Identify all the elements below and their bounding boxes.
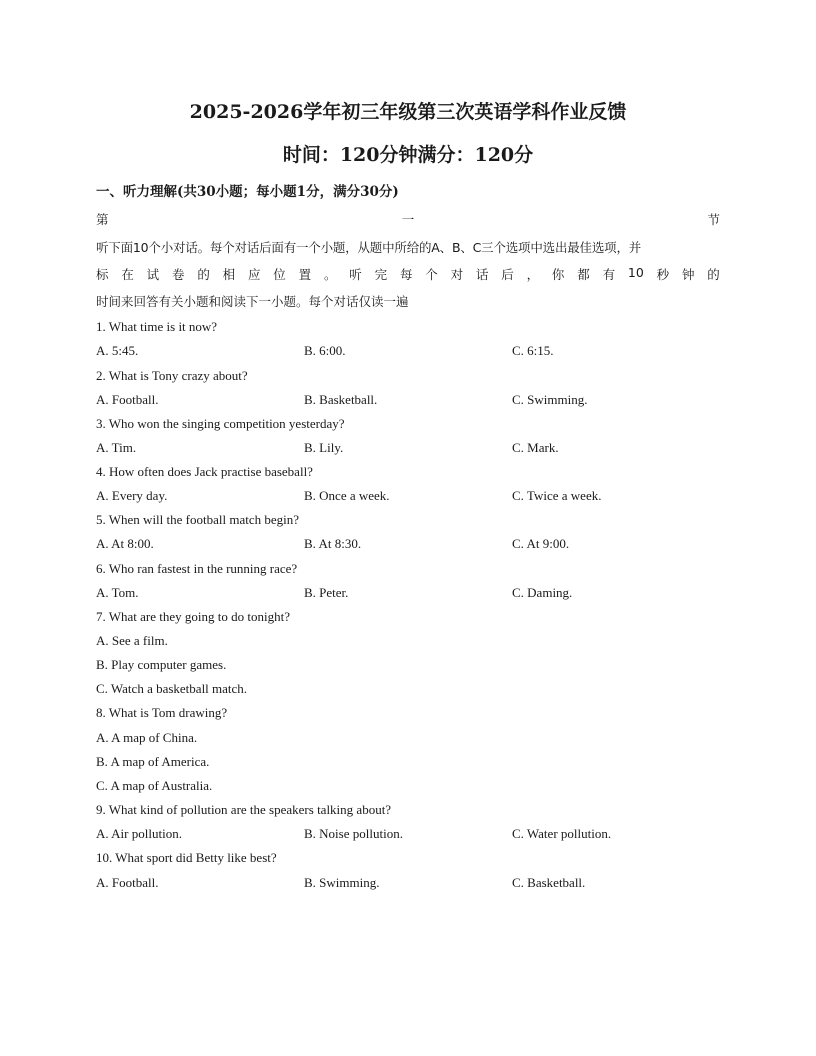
- option-a: A. Air pollution.: [96, 826, 182, 841]
- instruction-word: 钟: [681, 267, 695, 282]
- exam-time-score: 时间：120分钟满分：120分: [282, 144, 534, 166]
- option-b: B. 6:00.: [304, 343, 346, 358]
- instruction-word: 每: [399, 267, 413, 282]
- page-title: 2025-2026学年初三年级第三次英语学科作业反馈: [189, 101, 627, 123]
- option-c: C. Watch a basketball match.: [96, 681, 248, 696]
- question-7: 7. What are they going to do tonight?: [96, 609, 290, 624]
- instruction-word: 后: [501, 267, 514, 282]
- option-a: A. See a film.: [96, 633, 168, 648]
- option-b: B. Play computer games.: [96, 657, 227, 672]
- instruction-word: 都: [577, 267, 590, 282]
- question-2: 2. What is Tony crazy about?: [96, 368, 248, 383]
- option-b: B. At 8:30.: [304, 536, 362, 551]
- question-10: 10. What sport did Betty like best?: [96, 850, 277, 865]
- instruction-word: 。: [323, 267, 337, 282]
- instruction-line-2: 听下面10个小对话。每个对话后面有一个小题，从题中所给的A、B、C三个选项中选出最佳选项，并: [96, 240, 642, 255]
- instruction-word: 个: [425, 267, 438, 282]
- option-b: B. Once a week.: [304, 488, 390, 503]
- option-c: C. Basketball.: [512, 875, 586, 890]
- question-9: 9. What kind of pollution are the speakers talking about?: [96, 802, 392, 817]
- option-a: A. 5:45.: [96, 343, 139, 358]
- instruction-line-1: [96, 210, 720, 228]
- option-c: C. Twice a week.: [512, 488, 602, 503]
- instruction-word: 卷: [171, 267, 185, 282]
- question-3: 3. Who won the singing competition yesterday?: [96, 416, 345, 431]
- instruction-word: 在: [121, 267, 134, 282]
- question-6: 6. Who ran fastest in the running race?: [96, 561, 298, 576]
- instruction-word: 第: [96, 212, 109, 227]
- instruction-word: 秒: [656, 267, 670, 282]
- instruction-word: 有: [602, 267, 616, 282]
- section-heading: 一、听力理解(共30小题；每小题1分，满分30分): [96, 184, 399, 200]
- option-c: C. Daming.: [512, 585, 573, 600]
- instruction-word: 位: [273, 267, 286, 282]
- question-8: 8. What is Tom drawing?: [96, 705, 228, 720]
- option-b: B. Lily.: [304, 440, 344, 455]
- option-a: A. A map of China.: [96, 730, 198, 745]
- instruction-word: 应: [247, 267, 261, 282]
- instruction-word: 话: [475, 267, 489, 282]
- option-b: B. Basketball.: [304, 392, 378, 407]
- option-a: A. At 8:00.: [96, 536, 154, 551]
- instruction-line-3: [96, 265, 720, 283]
- instruction-word: 节: [707, 212, 720, 227]
- instruction-word: 一: [401, 212, 415, 227]
- instruction-word: 相: [222, 267, 236, 282]
- option-b: B. Noise pollution.: [304, 826, 403, 841]
- option-c: C. Swimming.: [512, 392, 588, 407]
- instruction-word: 你: [551, 267, 565, 282]
- instruction-word: 10: [627, 265, 644, 280]
- question-4: 4. How often does Jack practise baseball?: [96, 464, 313, 479]
- instruction-word: 置: [298, 267, 312, 282]
- instruction-word: 完: [374, 267, 388, 282]
- option-c: C. A map of Australia.: [96, 778, 213, 793]
- option-b: B. A map of America.: [96, 754, 210, 769]
- instruction-word: ，: [526, 267, 540, 282]
- instruction-word: 标: [96, 267, 109, 282]
- question-5: 5. When will the football match begin?: [96, 512, 300, 527]
- instruction-word: 的: [707, 267, 720, 282]
- instruction-word: 对: [450, 267, 464, 282]
- instruction-word: 听: [349, 267, 362, 282]
- option-a: A. Football.: [96, 392, 159, 407]
- instruction-word: 试: [146, 267, 160, 282]
- instruction-word: 的: [197, 267, 210, 282]
- option-c: C. Water pollution.: [512, 826, 612, 841]
- option-a: A. Tom.: [96, 585, 139, 600]
- option-c: C. 6:15.: [512, 343, 554, 358]
- option-b: B. Swimming.: [304, 875, 380, 890]
- option-c: C. Mark.: [512, 440, 559, 455]
- option-a: A. Football.: [96, 875, 159, 890]
- option-a: A. Every day.: [96, 488, 168, 503]
- option-c: C. At 9:00.: [512, 536, 570, 551]
- option-b: B. Peter.: [304, 585, 349, 600]
- question-1: 1. What time is it now?: [96, 319, 218, 334]
- instruction-line-4: 时间来回答有关小题和阅读下一小题。每个对话仅读一遍: [96, 294, 409, 309]
- option-a: A. Tim.: [96, 440, 137, 455]
